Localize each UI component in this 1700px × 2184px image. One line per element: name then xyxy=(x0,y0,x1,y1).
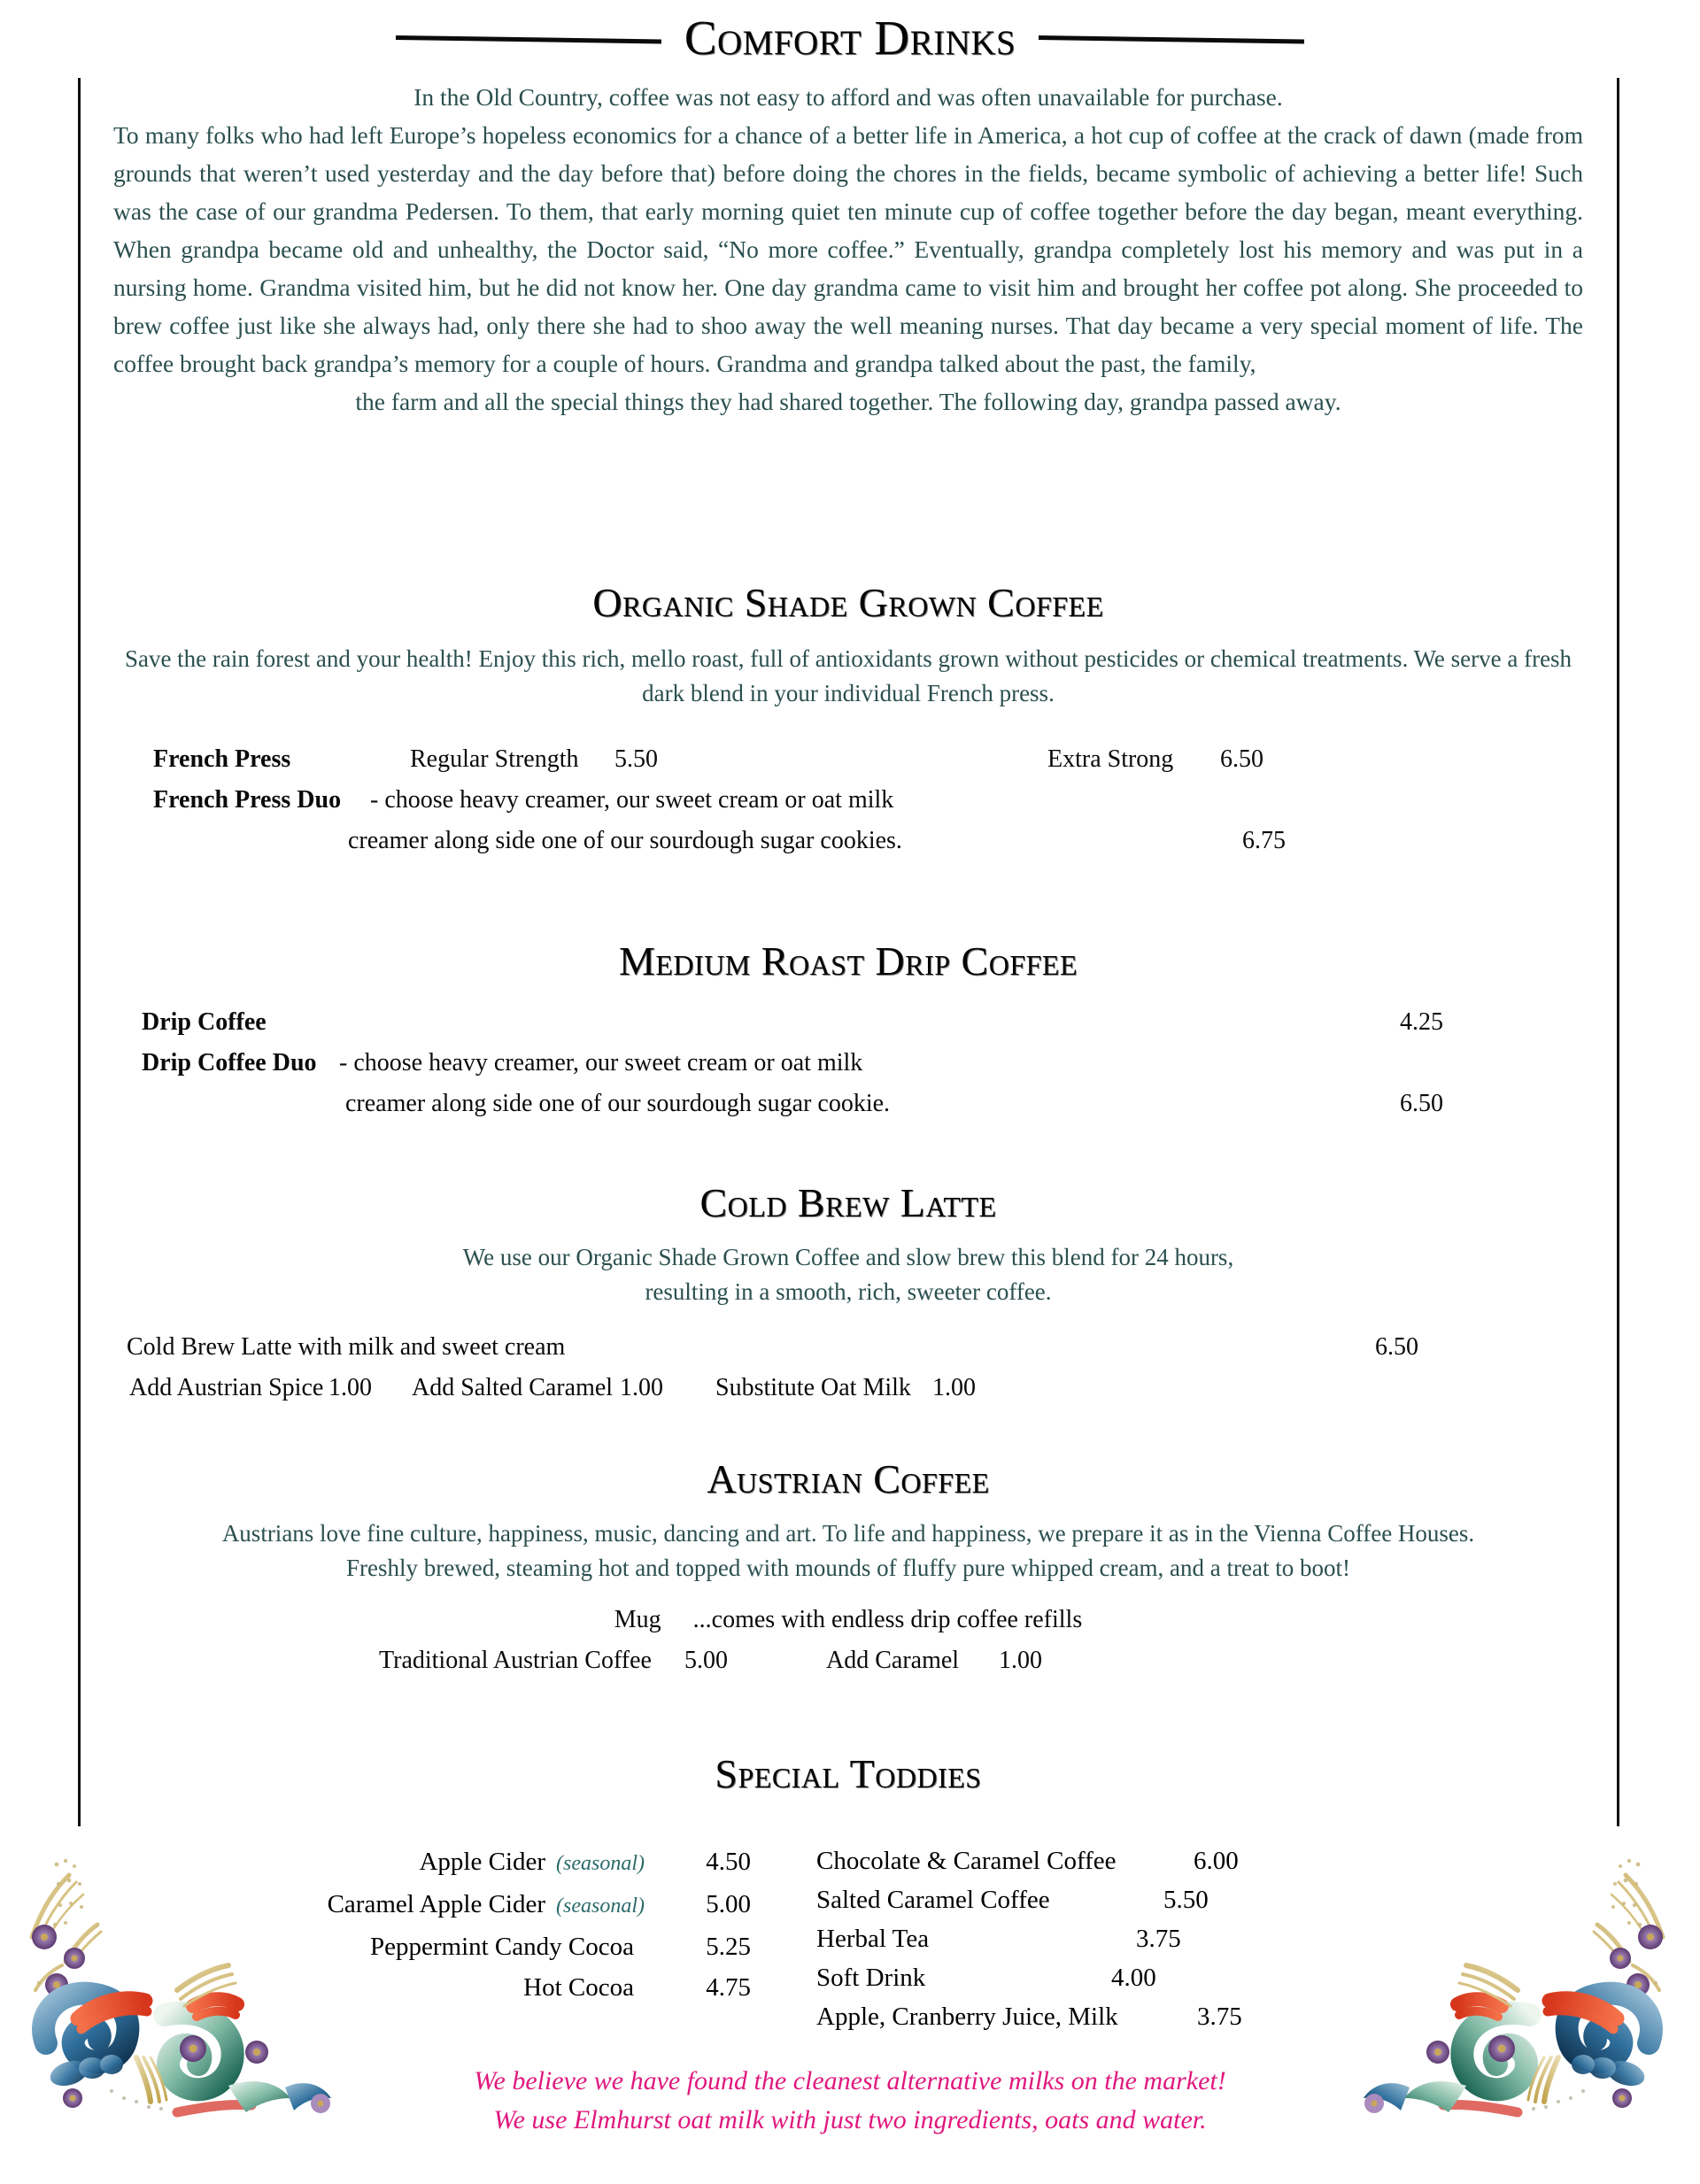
section-desc-coldbrew-line2: resulting in a smooth, rich, sweeter coffee. xyxy=(645,1278,1052,1305)
section-austrian xyxy=(113,1456,1583,1683)
addon-price-austrian-spice: 1.00 xyxy=(328,1374,372,1401)
masthead xyxy=(0,2,1700,73)
list-item[interactable] xyxy=(816,1919,1242,1958)
item-price-cold-brew-latte: 6.50 xyxy=(1375,1333,1418,1361)
item-name-cold-brew-latte: Cold Brew Latte with milk and sweet cream xyxy=(127,1333,566,1361)
item-desc-drip-coffee-duo: - choose heavy creamer, our sweet cream or oat milk xyxy=(339,1049,863,1077)
menu-row-french-press-duo-cont[interactable] xyxy=(113,822,1583,863)
list-item[interactable] xyxy=(816,1958,1242,1997)
menu-row-cold-brew-latte[interactable] xyxy=(113,1329,1583,1370)
item-price-drip-coffee-duo: 6.50 xyxy=(1400,1090,1443,1117)
toddy-seasonal-note: (seasonal) xyxy=(556,1852,645,1875)
item-price-extra-strong: 6.50 xyxy=(1220,745,1263,773)
item-desc-french-press-duo: - choose heavy creamer, our sweet cream or oat milk xyxy=(370,786,894,814)
story-line-2: To many folks who had left Europe’s hopeless economics for a chance of a better life in America, a hot cup of coffee at the crack of dawn (made from grounds that weren’t used yesterday and the day before that) before doing the chores in the fields, became symbolic of achieving a better life! Such was the case of our grandma Pedersen. To them, that early morning quiet ten minute cup of coffee together before the day began, meant everything. When grandpa became old and unhealthy, the Doctor said, “No more coffee.” Eventually, grandpa completely lost his memory and was put in a nursing home. Grandma visited him, but he did not know her. One day grandma came to visit him and brought her coffee pot along. She proceeded to brew coffee just like she always had, only there she had to shoo away the well meaning nurses. That day became a very special moment of life. The coffee brought back grandpa’s memory for a couple of hours. Grandma and grandpa talked about the past, the family, xyxy=(113,121,1583,377)
toddy-price: 5.25 xyxy=(706,1933,751,1961)
toddy-name: Apple, Cranberry Juice, Milk xyxy=(816,2003,1118,2031)
item-option-regular-strength: Regular Strength xyxy=(410,745,579,773)
menu-row-french-press-duo[interactable] xyxy=(113,782,1583,822)
item-desc2-french-press-duo: creamer along side one of our sourdough sugar cookies. xyxy=(348,827,902,854)
item-name-drip-coffee: Drip Coffee xyxy=(142,1008,267,1036)
toddies-right-column xyxy=(816,1841,1242,2036)
border-rule-right xyxy=(1617,78,1619,1826)
toddy-price: 4.00 xyxy=(1111,1964,1156,1992)
item-name-french-press: French Press xyxy=(153,745,291,773)
item-name-mug: Mug xyxy=(614,1606,661,1633)
toddy-name: Caramel Apple Cider xyxy=(327,1890,546,1918)
toddy-name: Hot Cocoa xyxy=(523,1973,634,2002)
section-organic xyxy=(113,580,1583,863)
addon-label-salted-caramel: Add Salted Caramel xyxy=(412,1374,614,1401)
section-title-austrian: Austrian Coffee xyxy=(707,1456,990,1501)
menu-row-cold-brew-addons[interactable] xyxy=(113,1370,1583,1410)
toddy-price: 4.50 xyxy=(706,1848,751,1876)
item-price-traditional-austrian-coffee: 5.00 xyxy=(684,1647,728,1674)
toddy-price: 5.00 xyxy=(706,1890,751,1918)
toddy-price: 5.50 xyxy=(1163,1886,1209,1914)
section-title-toddies: Special Toddies xyxy=(715,1751,982,1796)
toddy-name: Salted Caramel Coffee xyxy=(816,1886,1050,1914)
section-toddies-title-wrap xyxy=(113,1751,1583,1797)
section-coldbrew xyxy=(113,1180,1583,1410)
list-item[interactable] xyxy=(816,1841,1242,1880)
toddy-price: 3.75 xyxy=(1136,1925,1181,1953)
section-drip xyxy=(113,938,1583,1126)
toddy-price: 4.75 xyxy=(706,1973,751,2002)
item-note-mug: ...comes with endless drip coffee refills xyxy=(692,1606,1083,1633)
menu-row-drip-coffee-duo[interactable] xyxy=(113,1045,1583,1085)
section-title-organic: Organic Shade Grown Coffee xyxy=(592,580,1104,625)
story-line-1: In the Old Country, coffee was not easy to afford and was often unavailable for purchase. xyxy=(413,83,1283,111)
menu-row-traditional-austrian-coffee[interactable] xyxy=(113,1642,1583,1683)
addon-price-salted-caramel: 1.00 xyxy=(620,1374,663,1401)
border-rule-left xyxy=(78,78,81,1826)
masthead-rule-right xyxy=(1039,34,1304,41)
story-line-3: the farm and all the special things they had shared together. The following day, grandpa passed away. xyxy=(355,388,1341,415)
list-item[interactable] xyxy=(816,1997,1242,2036)
menu-row-drip-coffee[interactable] xyxy=(113,1004,1583,1045)
toddy-name: Peppermint Candy Cocoa xyxy=(369,1933,634,1961)
masthead-rule-left xyxy=(396,34,661,41)
section-title-drip: Medium Roast Drip Coffee xyxy=(618,938,1078,984)
toddy-seasonal-note: (seasonal) xyxy=(556,1895,645,1918)
section-desc-organic: Save the rain forest and your health! Enjoy this rich, mello roast, full of antioxidants grown without pesticides or chemical treatments. We serve a fresh dark blend in your individual French press. xyxy=(124,645,1572,706)
item-option-extra-strong: Extra Strong xyxy=(1047,745,1174,773)
addon-price-add-caramel: 1.00 xyxy=(999,1647,1042,1674)
item-desc2-drip-coffee-duo: creamer along side one of our sourdough sugar cookie. xyxy=(345,1090,891,1117)
section-desc-austrian: Austrians love fine culture, happiness, music, dancing and art. To life and happiness, we prepare it as in the Vienna Coffee Houses. Freshly brewed, steaming hot and topped with mounds of fluffy pure whipped cream, and a treat to boot! xyxy=(221,1520,1475,1581)
story-paragraph xyxy=(113,78,1583,421)
toddy-name: Herbal Tea xyxy=(816,1925,930,1953)
toddy-name: Soft Drink xyxy=(816,1964,926,1992)
item-price-french-press-duo: 6.75 xyxy=(1242,827,1286,854)
addon-label-austrian-spice: Add Austrian Spice xyxy=(129,1374,324,1401)
menu-row-drip-coffee-duo-cont[interactable] xyxy=(113,1085,1583,1126)
menu-row-french-press[interactable] xyxy=(113,741,1583,782)
toddy-price: 6.00 xyxy=(1194,1847,1239,1875)
addon-label-add-caramel: Add Caramel xyxy=(826,1647,960,1674)
list-item[interactable] xyxy=(816,1880,1242,1919)
page-title: Comfort Drinks xyxy=(684,10,1016,65)
toddy-name: Apple Cider xyxy=(419,1848,546,1876)
footer-note-line1: We believe we have found the cleanest alternative milks on the market! xyxy=(474,2066,1226,2095)
item-name-traditional-austrian-coffee: Traditional Austrian Coffee xyxy=(379,1647,652,1674)
addon-label-substitute-oat-milk: Substitute Oat Milk xyxy=(715,1374,911,1401)
section-title-coldbrew: Cold Brew Latte xyxy=(699,1180,997,1225)
section-desc-coldbrew-line1: We use our Organic Shade Grown Coffee and slow brew this blend for 24 hours, xyxy=(462,1244,1234,1270)
rosemaling-flourish-left-icon xyxy=(19,1833,356,2125)
rosemaling-flourish-right-icon xyxy=(1339,1833,1675,2125)
item-name-french-press-duo: French Press Duo xyxy=(153,786,342,814)
item-name-drip-coffee-duo: Drip Coffee Duo xyxy=(142,1049,317,1077)
toddy-price: 3.75 xyxy=(1197,2003,1242,2031)
menu-row-mug[interactable] xyxy=(113,1601,1583,1642)
addon-price-substitute-oat-milk: 1.00 xyxy=(932,1374,976,1401)
toddy-name: Chocolate & Caramel Coffee xyxy=(816,1847,1117,1875)
item-price-drip-coffee: 4.25 xyxy=(1400,1008,1443,1036)
item-price-regular-strength: 5.50 xyxy=(614,745,658,773)
footer-note-line2: We use Elmhurst oat milk with just two ingredients, oats and water. xyxy=(493,2105,1207,2134)
